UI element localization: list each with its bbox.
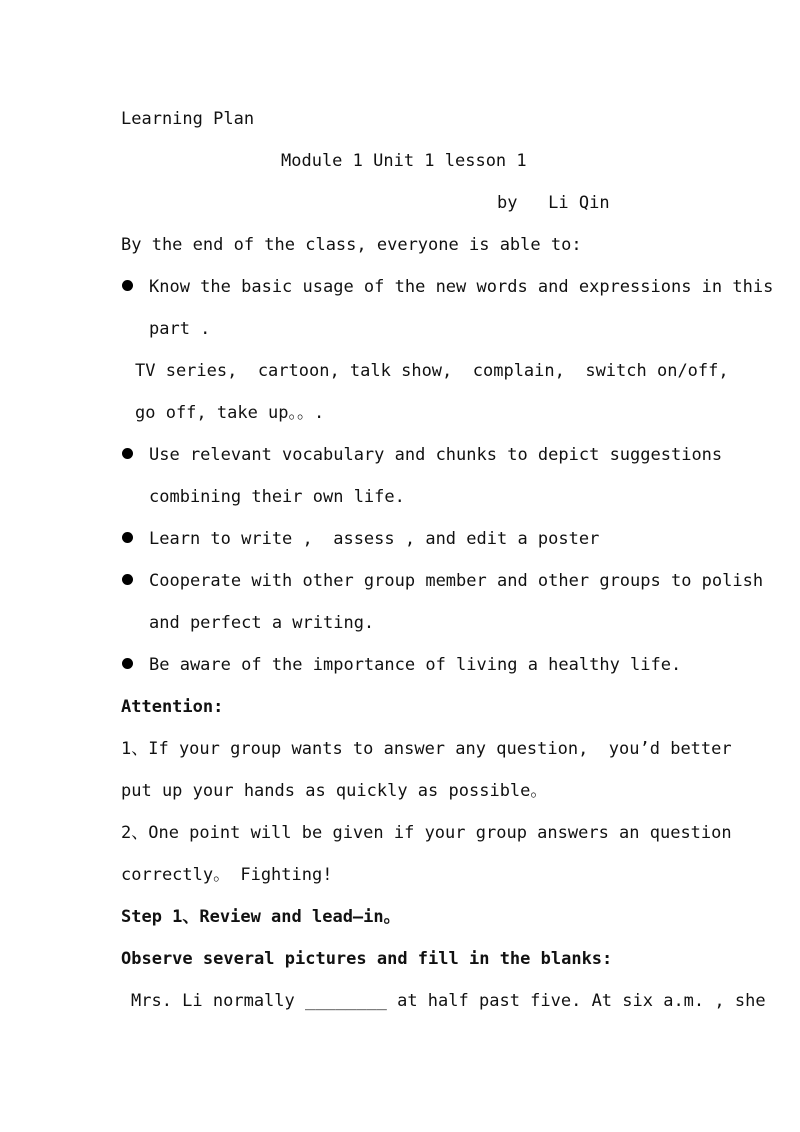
vocab-line-2: go off, take up。。. <box>135 403 325 423</box>
objective-4-line2: and perfect a writing. <box>149 613 375 633</box>
vocab-line-1: TV series, cartoon, talk show, complain, switch on/off, <box>135 361 729 381</box>
attention-heading: Attention: <box>121 697 224 717</box>
bullet-icon <box>122 574 133 585</box>
objective-2-line2: combining their own life. <box>149 487 405 507</box>
document-title: Learning Plan <box>121 109 255 129</box>
bullet-icon <box>122 658 133 669</box>
bullet-icon <box>122 280 133 291</box>
objective-1-line1: Know the basic usage of the new words and expressions in this <box>149 277 774 297</box>
intro-text: By the end of the class, everyone is able to: <box>121 235 582 255</box>
attention-rule-2-line1: 2、One point will be given if your group answers an question <box>121 823 732 843</box>
author-line: by Li Qin <box>497 193 610 213</box>
step-1-instruction: Observe several pictures and fill in the blanks: <box>121 949 613 969</box>
step-1-heading: Step 1、Review and lead—in。 <box>121 907 401 927</box>
objective-5-line1: Be aware of the importance of living a healthy life. <box>149 655 682 675</box>
objective-1-line2: part . <box>149 319 211 339</box>
lesson-subtitle: Module 1 Unit 1 lesson 1 <box>281 151 527 171</box>
bullet-icon <box>122 532 133 543</box>
attention-rule-2-line2: correctly。 Fighting! <box>121 865 333 885</box>
objective-3-line1: Learn to write , assess , and edit a poster <box>149 529 600 549</box>
bullet-icon <box>122 448 133 459</box>
attention-rule-1-line2: put up your hands as quickly as possible。 <box>121 781 548 801</box>
objective-2-line1: Use relevant vocabulary and chunks to depict suggestions <box>149 445 723 465</box>
attention-rule-1-line1: 1、If your group wants to answer any question, you’d better <box>121 739 732 759</box>
step-1-exercise-line: Mrs. Li normally ________ at half past five. At six a.m. , she <box>131 991 766 1011</box>
objective-4-line1: Cooperate with other group member and other groups to polish <box>149 571 764 591</box>
